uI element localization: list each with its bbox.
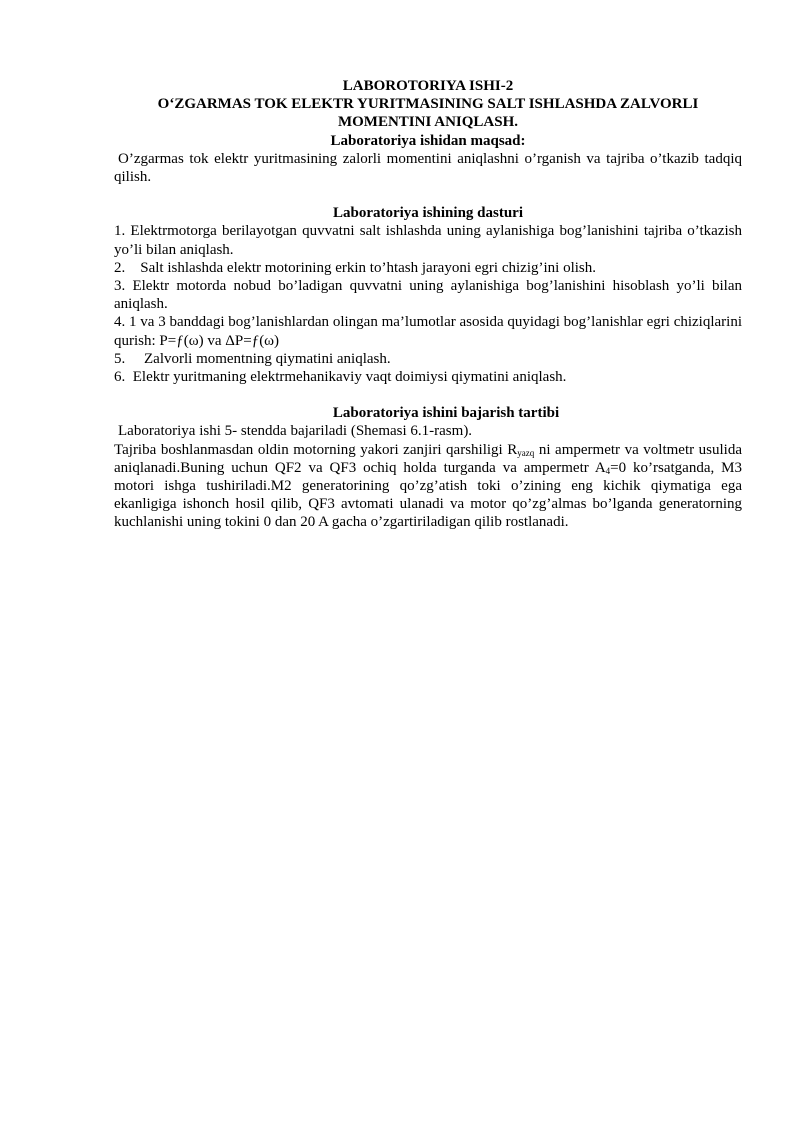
program-heading: Laboratoriya ishining dasturi — [332, 205, 524, 222]
list-item-text: Elektr yuritmaning elektrmehanikaviy vaqt doimiysi qiymatini aniqlash. — [132, 369, 567, 386]
procedure-text-c: =0 ko’rsatganda, M3 motori ishga tushiriladi.M2 generatorining qo’zg’atish toki o’zining eng kichik qiymatiga ega ekanligiga ishonch hosil qilib, QF3 avtomati ulanadi va motor qo’zg’almas bo’lganda generatorning kuchlanishi uning tokini 0 dan 20 A gacha o’zgartiriladigan qilib rostlanadi. — [114, 459, 742, 531]
list-item — [114, 313, 742, 349]
list-item-text: Elektrmotorga berilayotgan quvvatni salt ishlashda uning aylanishiga bog’lanishini tajriba o’tkazish yo’li bilan aniqlash. — [114, 223, 743, 258]
program-list — [114, 222, 742, 386]
resistance-subscript: yazq — [517, 447, 535, 458]
list-item-number: 1. — [114, 223, 126, 240]
ammeter-subscript: 4 — [605, 465, 611, 476]
list-item-text: Elektr motorda nobud bo’ladigan quvvatni uning aylanishiga bog’lanishini hisoblash yo’li bilan aniqlash. — [114, 278, 742, 313]
procedure-heading: Laboratoriya ishini bajarish tartibi — [332, 405, 560, 422]
title-line-1: LABOROTORIYA ISHI-2 — [342, 78, 514, 94]
procedure-intro: Laboratoriya ishi 5- stendda bajariladi (Shemasi 6.1-rasm). — [118, 423, 473, 440]
spacer — [114, 186, 742, 204]
list-item-text: Salt ishlashda elektr motorining erkin to’htash jarayoni egri chizig’ini olish. — [140, 259, 596, 276]
list-item-number: 2. — [114, 259, 126, 276]
title-line-2: O‘ZGARMAS TOK ELEKTR YURITMASINING SALT ISHLASHDA ZALVORLI — [157, 96, 699, 113]
document-page — [114, 77, 742, 532]
spacer — [114, 386, 742, 404]
list-item — [114, 222, 742, 258]
list-item-number: 5. — [114, 350, 126, 367]
list-item-number: 6. — [114, 369, 126, 386]
list-item-text: 1 va 3 banddagi bog’lanishlardan olingan ma’lumotlar asosida quyidagi bog’lanishlar egri chiziqlarini qurish: P=ƒ(ω) va ΔP=ƒ(ω) — [114, 314, 742, 349]
procedure-text-a: Tajriba boshlanmasdan oldin motorning yakori zanjiri qarshiligi R — [114, 441, 518, 458]
purpose-text: O’zgarmas tok elektr yuritmasining zalorli momentini aniqlashni o’rganish va tajriba o’tkazib tadqiq qilish. — [114, 150, 742, 186]
list-item-number: 4. — [114, 314, 126, 331]
procedure-text-b: ni ampermetr va voltmetr usulida aniqlanadi.Buning uchun QF2 va QF3 ochiq holda turganda va ampermetr A — [114, 441, 743, 476]
list-item — [114, 350, 742, 368]
purpose-heading: Laboratoriya ishidan maqsad: — [330, 132, 526, 149]
list-item — [114, 277, 742, 313]
title-line-3: MOMENTINI ANIQLASH. — [337, 114, 519, 131]
list-item — [114, 368, 742, 386]
list-item-text: Zalvorli momentning qiymatini aniqlash. — [144, 350, 391, 367]
list-item-number: 3. — [114, 278, 126, 295]
procedure-paragraph — [114, 441, 742, 532]
list-item — [114, 259, 742, 277]
